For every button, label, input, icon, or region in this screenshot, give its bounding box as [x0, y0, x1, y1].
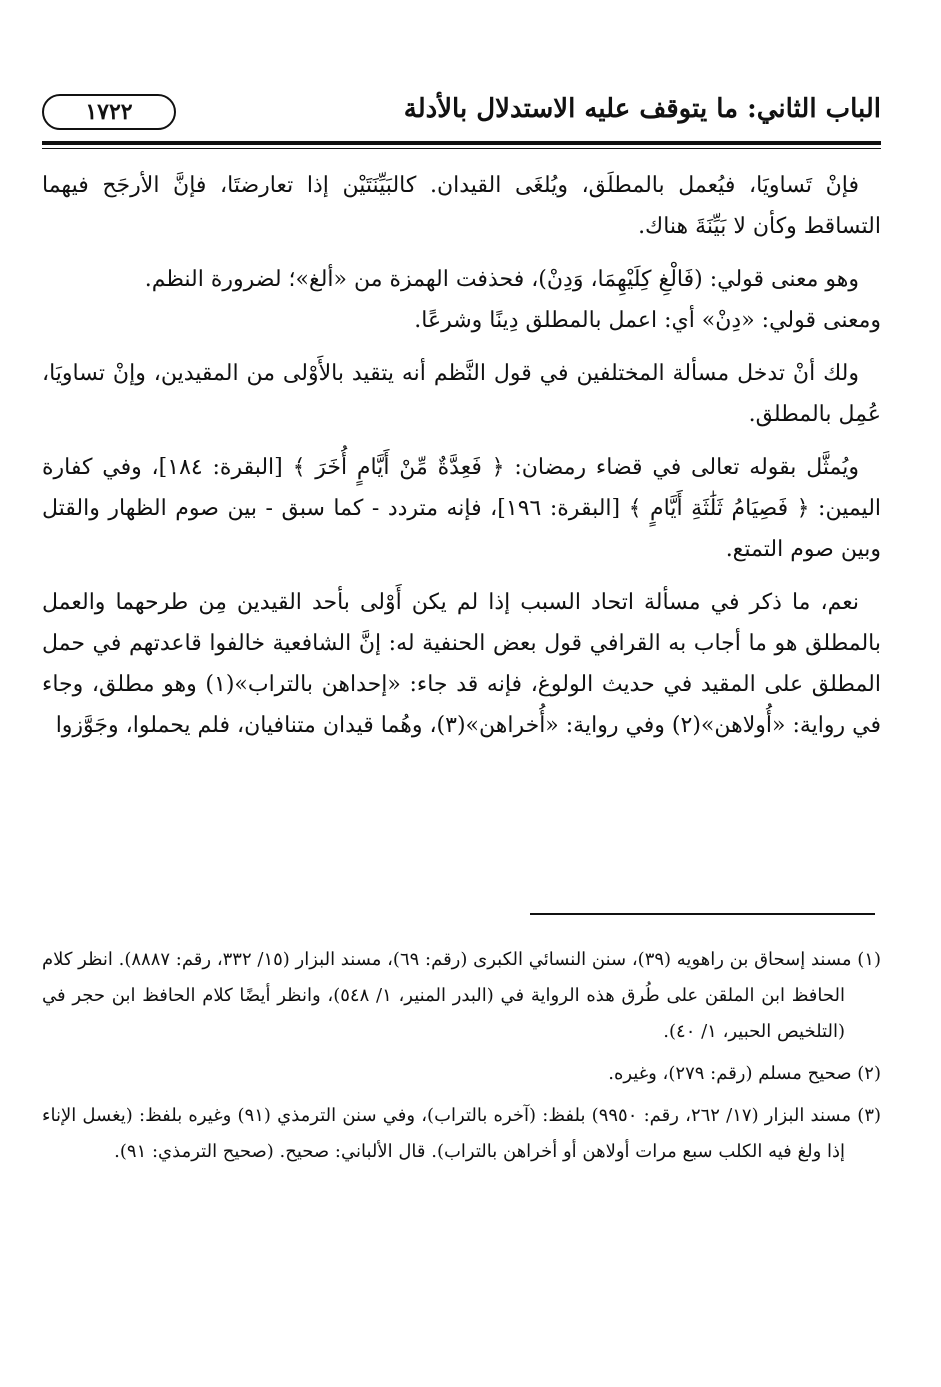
paragraph: ويُمثَّل بقوله تعالى في قضاء رمضان: ﴿ فَعِدَّةٌ مِّنْ أَيَّامٍ أُخَرَ ﴾ [البقرة: ١٨٤]، وفي كفارة اليمين: ﴿ فَصِيَامُ ثَلَٰثَةِ أَيَّامٍ ﴾ [البقرة: ١٩٦]، فإنه متردد - كما سبق - بين صوم الظهار والقتل وبين صوم التمتع. [42, 455, 882, 562]
header-rule-thick [42, 141, 881, 145]
footnote: (١) مسند إسحاق بن راهويه (٣٩)، سنن النسائي الكبرى (رقم: ٦٩)، مسند البزار (١٥/ ٣٣٢، رقم: ٨٨٨٧). انظر كلام الحافظ ابن الملقن على طُرق هذه الرواية في (البدر المنير، ١/ ٥٤٨)، وانظر أيضًا كلام الحافظ ابن حجر في (التلخيص الحبير، ١/ ٤٠). [42, 949, 881, 1042]
footnote: (٢) صحيح مسلم (رقم: ٢٧٩)، وغيره. [608, 1063, 881, 1084]
header-rule-thin [42, 148, 881, 149]
paragraph: نعم، ما ذكر في مسألة اتحاد السبب إذا لم يكن أَوْلى بأحد القيدين مِن طرحهما والعمل بالمطلق هو ما أجاب به القرافي قول بعض الحنفية له: إنَّ الشافعية خالفوا قاعدتهم في حمل المطلق على المقيد في حديث الولوغ، فإنه قد جاء: «إحداهن بالتراب»(١) وهو مطلق، وجاء في رواية: «أُولاهن»(٢) وفي رواية: «أُخراهن»(٣)، وهُما قيدان متنافيان، فلم يحملوا، وجَوَّزوا [42, 590, 881, 738]
paragraph: وهو معنى قولي: (فَالْغِ كِلَيْهِمَا، وَدِنْ)، فحذفت الهمزة من «ألغ»؛ لضرورة النظم. [144, 267, 859, 292]
footnote: (٣) مسند البزار (١٧/ ٢٦٢، رقم: ٩٩٥٠) بلفظ: (آخره بالتراب)، وفي سنن الترمذي (٩١) وغيره بلفظ: (يغسل الإناء إذا ولغ فيه الكلب سبع مرات أولاهن أو أخراهن بالتراب). قال الألباني: صحيح. (صحيح الترمذي: ٩١). [42, 1105, 882, 1162]
page-header [42, 92, 881, 136]
paragraph: ومعنى قولي: «دِنْ» أي: اعمل بالمطلق دِينًا وشرعًا. [414, 308, 881, 333]
paragraph: ولك أنْ تدخل مسألة المختلفين في قول النَّظم أنه يتقيد بالأَوْلى من المقيدين، وإنْ تساويَا، عُمِل بالمطلق. [42, 361, 881, 427]
footnote-separator [530, 913, 875, 915]
page-number: ١٧٢٢ [42, 94, 176, 130]
footnotes [42, 942, 881, 1176]
paragraph: فإنْ تَساويَا، فيُعمل بالمطلَق، ويُلغَى القيدان. كالبَيِّنَتَيْن إذا تعارضتَا، فإنَّ الأرجَح فيهما التساقط وكأن لا بَيِّنَةَ هناك. [42, 173, 881, 239]
main-text [42, 165, 881, 758]
chapter-title: الباب الثاني: ما يتوقف عليه الاستدلال بالأدلة [403, 94, 881, 124]
